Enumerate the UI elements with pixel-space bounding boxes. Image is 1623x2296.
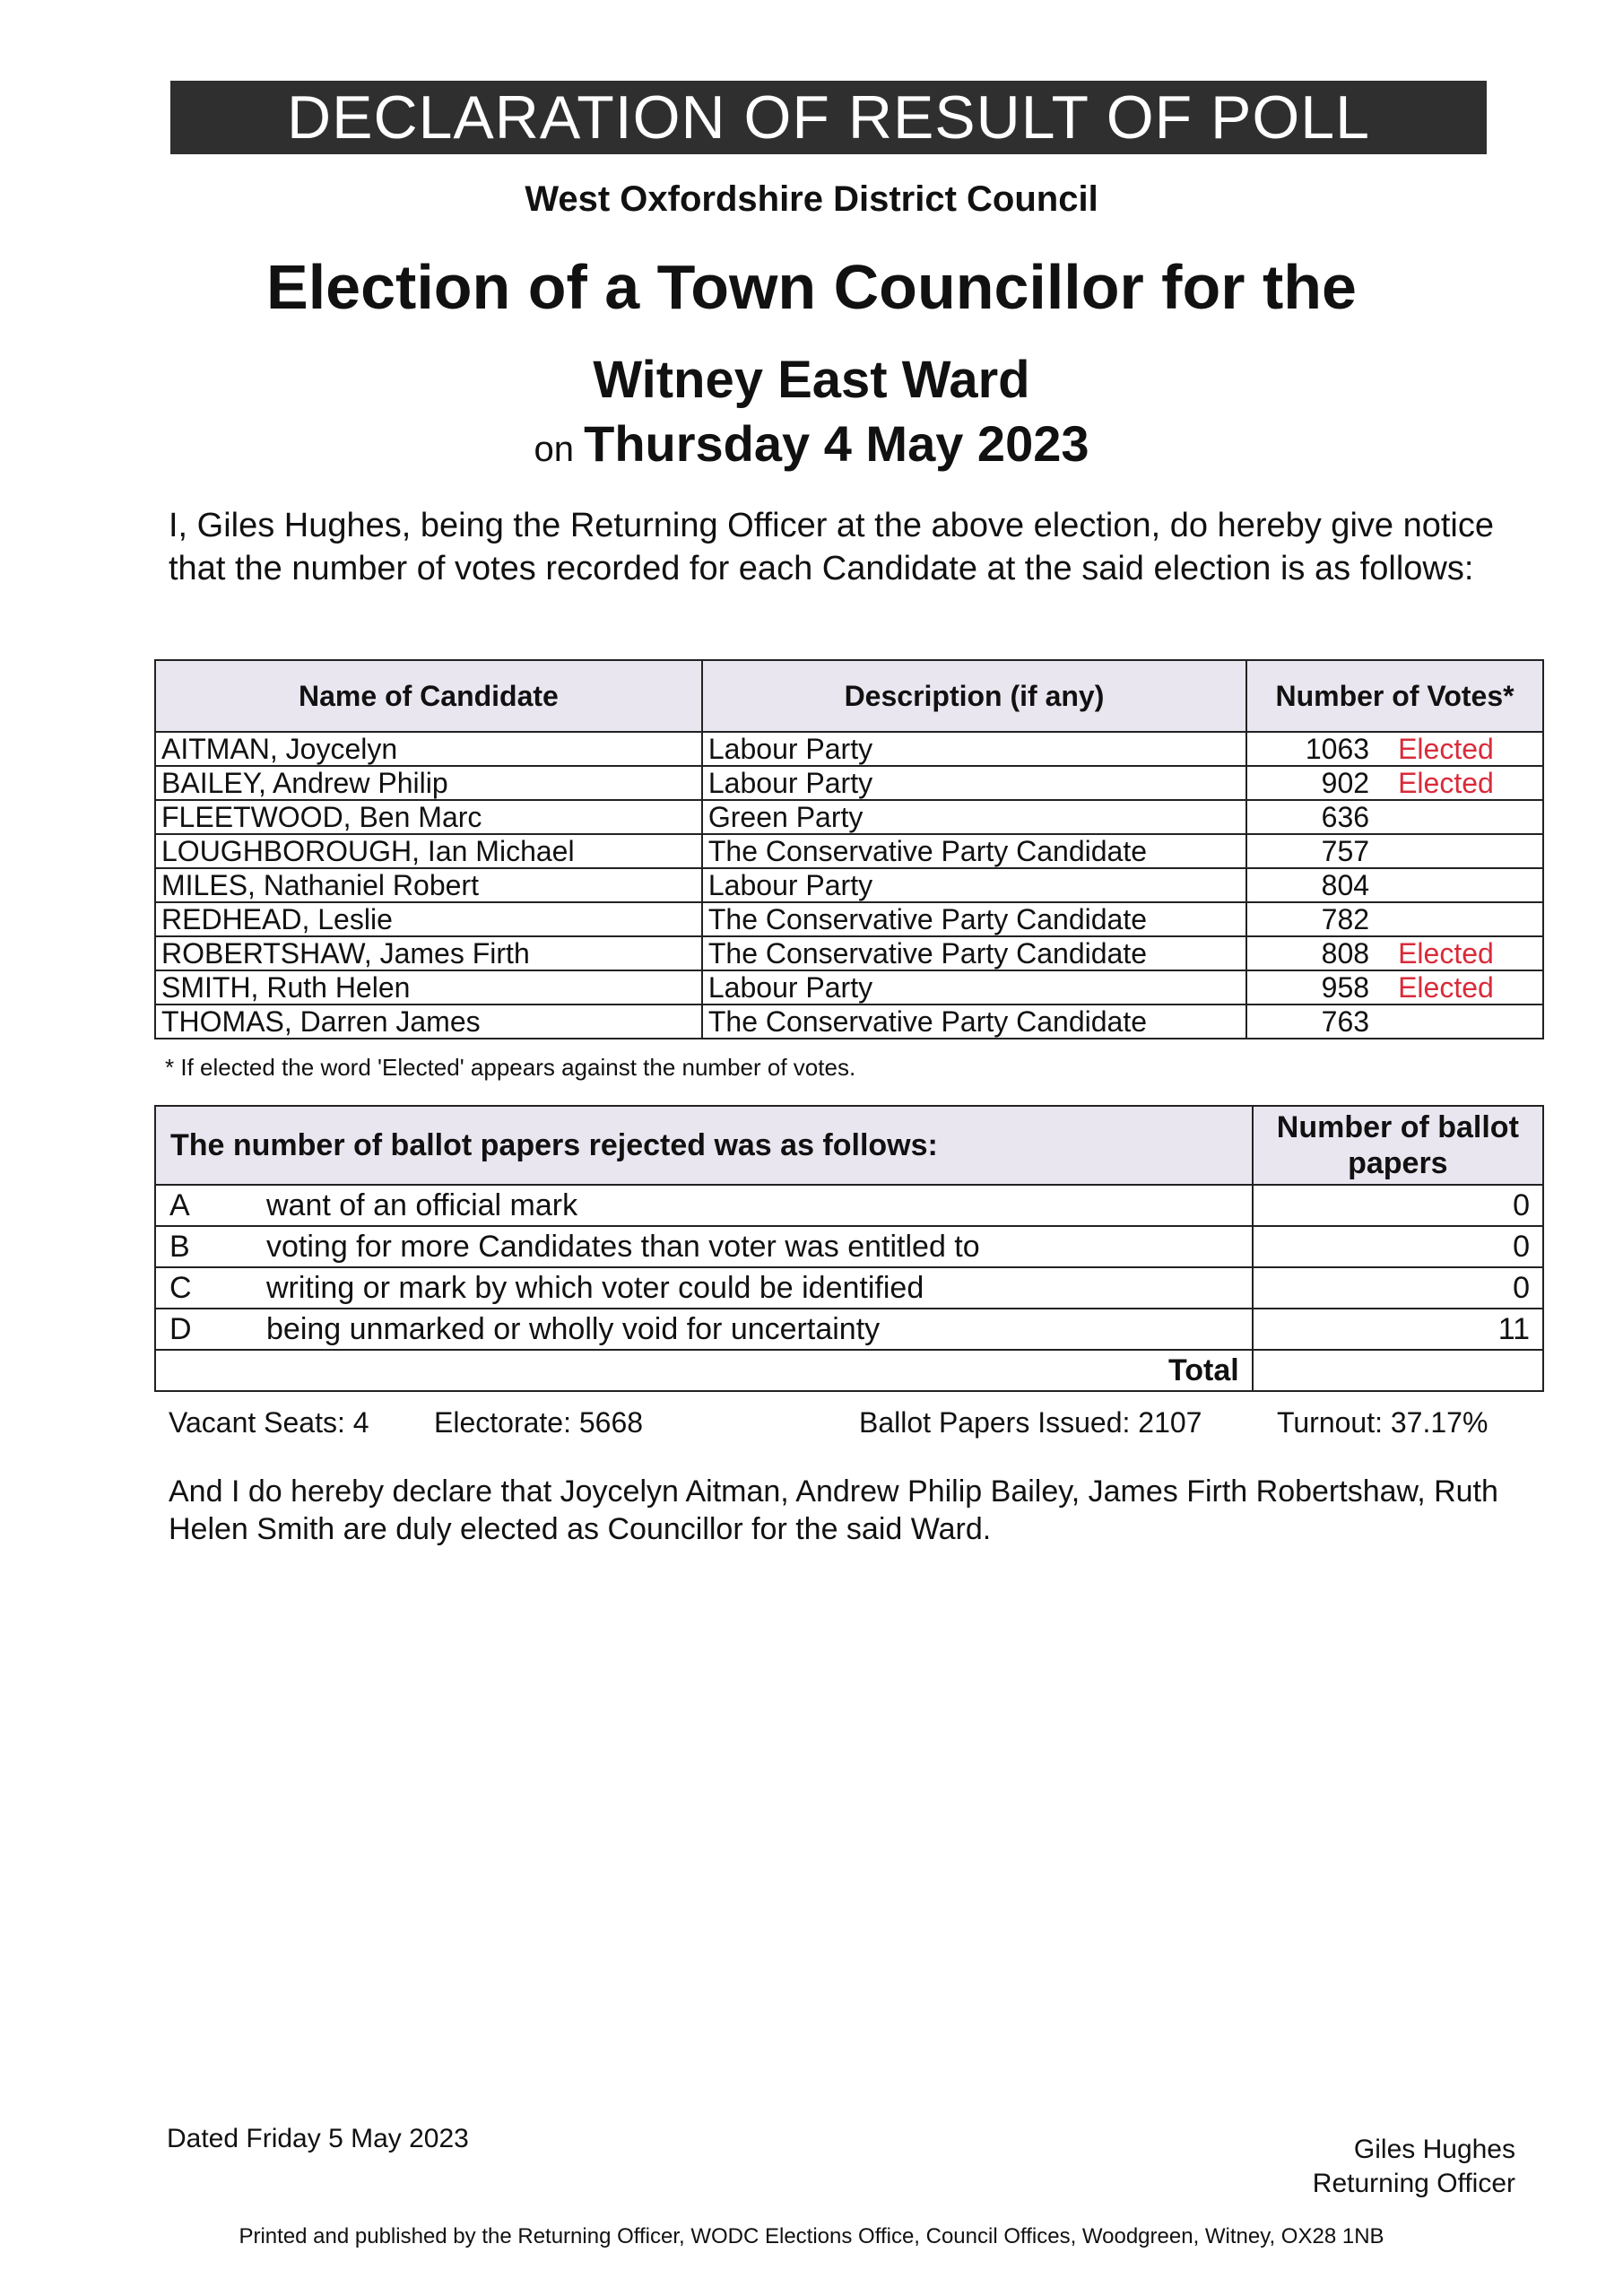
results-body <box>155 732 1543 1039</box>
vote-count: 804 <box>1321 869 1370 901</box>
rejected-letter: C <box>169 1271 192 1305</box>
results-header-row <box>155 660 1543 732</box>
candidate-name: MILES, Nathaniel Robert <box>155 868 702 902</box>
banner-title: DECLARATION OF RESULT OF POLL <box>170 81 1487 154</box>
rejected-count: 11 <box>1253 1309 1543 1350</box>
candidate-row <box>155 766 1543 800</box>
declaration-text: And I do hereby declare that Joycelyn Aitman, Andrew Philip Bailey, James Firth Robertshaw, Ruth Helen Smith are duly elected as Councillor for the said Ward. <box>169 1474 1498 1546</box>
rejected-reason: being unmarked or wholly void for uncertainty <box>266 1312 881 1346</box>
rejected-reason: want of an official mark <box>266 1188 578 1222</box>
candidate-name: BAILEY, Andrew Philip <box>155 766 702 800</box>
candidate-description: The Conservative Party Candidate <box>702 834 1246 868</box>
candidate-row <box>155 800 1543 834</box>
candidate-description: Labour Party <box>702 970 1246 1004</box>
rejected-row <box>155 1185 1543 1226</box>
vote-count: 808 <box>1321 937 1370 970</box>
rejected-header-row <box>155 1106 1543 1185</box>
rejected-total-row <box>155 1350 1543 1391</box>
officer-name: Giles Hughes <box>1353 2135 1515 2164</box>
ward-name: Witney East Ward <box>593 351 1030 409</box>
candidate-name: LOUGHBOROUGH, Ian Michael <box>155 834 702 868</box>
candidate-row <box>155 1004 1543 1039</box>
candidate-description: The Conservative Party Candidate <box>702 1004 1246 1039</box>
candidate-description: The Conservative Party Candidate <box>702 902 1246 936</box>
candidate-votes <box>1246 970 1543 1004</box>
rejected-count-header: Number of ballot papers <box>1253 1106 1543 1185</box>
rejected-reason-cell <box>155 1267 1253 1309</box>
elected-badge: Elected <box>1398 937 1494 970</box>
candidate-name: THOMAS, Darren James <box>155 1004 702 1039</box>
total-label: Total <box>155 1350 1253 1391</box>
vote-count: 958 <box>1321 971 1370 1004</box>
rejected-reason-cell <box>155 1226 1253 1267</box>
rejected-count: 0 <box>1253 1185 1543 1226</box>
council-name: West Oxfordshire District Council <box>525 179 1098 219</box>
rejected-count: 0 <box>1253 1267 1543 1309</box>
candidate-description: Labour Party <box>702 732 1246 766</box>
elected-footnote: * If elected the word 'Elected' appears against the number of votes. <box>165 1054 856 1081</box>
candidate-row <box>155 970 1543 1004</box>
candidate-description: Green Party <box>702 800 1246 834</box>
candidate-name: ROBERTSHAW, James Firth <box>155 936 702 970</box>
electorate: Electorate: 5668 <box>434 1406 644 1439</box>
header-votes: Number of Votes* <box>1246 660 1543 732</box>
rejected-body <box>155 1185 1543 1391</box>
vote-count: 1063 <box>1305 733 1370 765</box>
vote-count: 636 <box>1321 801 1370 833</box>
results-table <box>154 659 1544 1039</box>
header-name: Name of Candidate <box>155 660 702 732</box>
candidate-row <box>155 902 1543 936</box>
rejected-title: The number of ballot papers rejected was as follows: <box>155 1106 1253 1185</box>
candidate-name: SMITH, Ruth Helen <box>155 970 702 1004</box>
rejected-row <box>155 1309 1543 1350</box>
intro-notice: I, Giles Hughes, being the Returning Officer at the above election, do hereby give notice that the number of votes recorded for each Candidate at the said election is as follows: <box>169 507 1494 587</box>
poll-date-line <box>0 414 1623 473</box>
vacant-seats: Vacant Seats: 4 <box>169 1406 369 1439</box>
rejected-ballots-table <box>154 1105 1544 1392</box>
ballot-papers-issued: Ballot Papers Issued: 2107 <box>859 1406 1202 1439</box>
candidate-row <box>155 834 1543 868</box>
rejected-reason-cell <box>155 1309 1253 1350</box>
candidate-votes <box>1246 936 1543 970</box>
candidate-votes <box>1246 902 1543 936</box>
date-prefix: on <box>534 430 574 469</box>
vote-count: 902 <box>1321 767 1370 799</box>
rejected-count: 0 <box>1253 1226 1543 1267</box>
election-title: Election of a Town Councillor for the <box>266 252 1357 322</box>
turnout: Turnout: 37.17% <box>1277 1406 1488 1439</box>
candidate-description: Labour Party <box>702 868 1246 902</box>
elected-badge: Elected <box>1398 767 1494 799</box>
elected-badge: Elected <box>1398 971 1494 1004</box>
printed-by-line: Printed and published by the Returning Officer, WODC Elections Office, Council Offices, Woodgreen, Witney, OX28 1NB <box>239 2224 1384 2248</box>
candidate-description: Labour Party <box>702 766 1246 800</box>
rejected-row <box>155 1226 1543 1267</box>
rejected-reason: writing or mark by which voter could be identified <box>266 1271 924 1305</box>
dated-line: Dated Friday 5 May 2023 <box>167 2124 469 2153</box>
candidate-votes <box>1246 868 1543 902</box>
rejected-letter: B <box>169 1230 190 1264</box>
total-value <box>1253 1350 1543 1391</box>
rejected-letter: D <box>169 1312 192 1346</box>
returning-officer-block <box>1313 2133 1515 2201</box>
candidate-row <box>155 732 1543 766</box>
candidate-votes <box>1246 732 1543 766</box>
candidate-description: The Conservative Party Candidate <box>702 936 1246 970</box>
rejected-reason: voting for more Candidates than voter was entitled to <box>266 1230 980 1264</box>
candidate-name: FLEETWOOD, Ben Marc <box>155 800 702 834</box>
candidate-votes <box>1246 766 1543 800</box>
rejected-row <box>155 1267 1543 1309</box>
poll-date: Thursday 4 May 2023 <box>584 415 1089 472</box>
candidate-row <box>155 936 1543 970</box>
candidate-votes <box>1246 834 1543 868</box>
vote-count: 763 <box>1321 1005 1370 1038</box>
vote-count: 757 <box>1321 835 1370 867</box>
candidate-row <box>155 868 1543 902</box>
candidate-votes <box>1246 800 1543 834</box>
candidate-votes <box>1246 1004 1543 1039</box>
elected-badge: Elected <box>1398 733 1494 765</box>
rejected-reason-cell <box>155 1185 1253 1226</box>
candidate-name: REDHEAD, Leslie <box>155 902 702 936</box>
vote-count: 782 <box>1321 903 1370 935</box>
rejected-letter: A <box>169 1188 190 1222</box>
officer-title: Returning Officer <box>1312 2169 1515 2198</box>
candidate-name: AITMAN, Joycelyn <box>155 732 702 766</box>
header-description: Description (if any) <box>702 660 1246 732</box>
